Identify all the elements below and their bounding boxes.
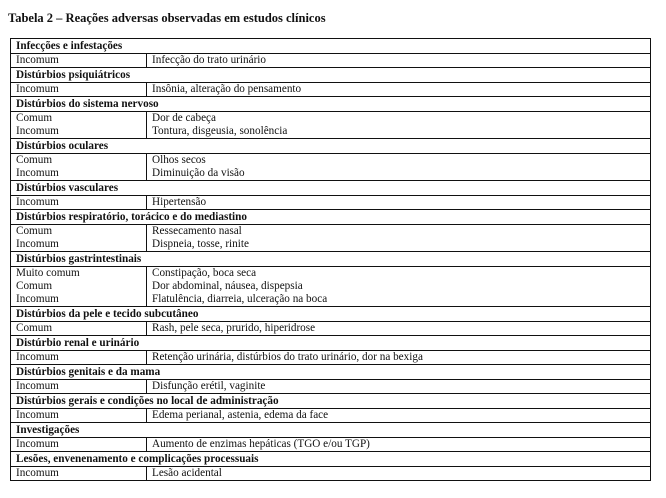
frequency-cell: Comum	[11, 225, 147, 239]
reaction-cell: Dispneia, tosse, rinite	[147, 238, 651, 252]
group-header-row	[11, 336, 651, 351]
frequency-cell: Muito comum	[11, 267, 147, 281]
reaction-cell: Lesão acidental	[147, 467, 651, 481]
group-header-row	[11, 394, 651, 409]
reaction-cell: Ressecamento nasal	[147, 225, 651, 239]
frequency-cell: Incomum	[11, 125, 147, 139]
reaction-cell: Dor de cabeça	[147, 112, 651, 126]
group-header-row	[11, 210, 651, 225]
table-row	[11, 154, 651, 168]
reaction-cell: Constipação, boca seca	[147, 267, 651, 281]
table-row	[11, 167, 651, 181]
table-row	[11, 54, 651, 68]
table-row	[11, 238, 651, 252]
frequency-cell: Incomum	[11, 238, 147, 252]
group-title: Distúrbios do sistema nervoso	[11, 97, 651, 112]
frequency-cell: Incomum	[11, 83, 147, 97]
group-header-row	[11, 307, 651, 322]
table-row	[11, 280, 651, 293]
reaction-cell: Insônia, alteração do pensamento	[147, 83, 651, 97]
adverse-reactions-table	[10, 38, 651, 481]
table-row	[11, 467, 651, 481]
table-row	[11, 125, 651, 139]
frequency-cell: Comum	[11, 322, 147, 336]
reaction-cell: Rash, pele seca, prurido, hiperidrose	[147, 322, 651, 336]
frequency-cell: Incomum	[11, 409, 147, 423]
table-row	[11, 267, 651, 281]
frequency-cell: Incomum	[11, 196, 147, 210]
reaction-cell: Hipertensão	[147, 196, 651, 210]
reaction-cell: Infecção do trato urinário	[147, 54, 651, 68]
reaction-cell: Disfunção erétil, vaginite	[147, 380, 651, 394]
group-header-row	[11, 252, 651, 267]
group-title: Distúrbios psiquiátricos	[11, 68, 651, 83]
table-caption: Tabela 2 – Reações adversas observadas em estudos clínicos	[8, 11, 326, 25]
group-title: Distúrbios da pele e tecido subcutâneo	[11, 307, 651, 322]
reaction-cell: Dor abdominal, náusea, dispepsia	[147, 280, 651, 293]
table-body	[11, 39, 651, 481]
frequency-cell: Incomum	[11, 167, 147, 181]
reaction-cell: Retenção urinária, distúrbios do trato urinário, dor na bexiga	[147, 351, 651, 365]
group-title: Distúrbios gastrintestinais	[11, 252, 651, 267]
frequency-cell: Incomum	[11, 438, 147, 452]
group-header-row	[11, 68, 651, 83]
frequency-cell: Incomum	[11, 293, 147, 307]
group-header-row	[11, 181, 651, 196]
frequency-cell: Comum	[11, 280, 147, 293]
group-header-row	[11, 423, 651, 438]
reaction-cell: Diminuição da visão	[147, 167, 651, 181]
reaction-cell: Flatulência, diarreia, ulceração na boca	[147, 293, 651, 307]
group-title: Distúrbios oculares	[11, 139, 651, 154]
group-header-row	[11, 365, 651, 380]
group-title: Investigações	[11, 423, 651, 438]
reaction-cell: Edema perianal, astenia, edema da face	[147, 409, 651, 423]
group-title: Infecções e infestações	[11, 39, 651, 54]
reaction-cell: Aumento de enzimas hepáticas (TGO e/ou TGP)	[147, 438, 651, 452]
table-row	[11, 225, 651, 239]
table-row	[11, 351, 651, 365]
group-title: Distúrbio renal e urinário	[11, 336, 651, 351]
table-row	[11, 380, 651, 394]
table-row	[11, 438, 651, 452]
group-title: Distúrbios respiratório, torácico e do mediastino	[11, 210, 651, 225]
table-row	[11, 293, 651, 307]
reaction-cell: Olhos secos	[147, 154, 651, 168]
group-header-row	[11, 39, 651, 54]
table-row	[11, 322, 651, 336]
group-header-row	[11, 97, 651, 112]
frequency-cell: Comum	[11, 112, 147, 126]
group-title: Distúrbios gerais e condições no local de administração	[11, 394, 651, 409]
frequency-cell: Incomum	[11, 467, 147, 481]
table-row	[11, 83, 651, 97]
table-row	[11, 409, 651, 423]
table-row	[11, 112, 651, 126]
frequency-cell: Incomum	[11, 351, 147, 365]
frequency-cell: Incomum	[11, 54, 147, 68]
group-title: Lesões, envenenamento e complicações processuais	[11, 452, 651, 467]
group-header-row	[11, 139, 651, 154]
frequency-cell: Incomum	[11, 380, 147, 394]
group-header-row	[11, 452, 651, 467]
frequency-cell: Comum	[11, 154, 147, 168]
table-row	[11, 196, 651, 210]
group-title: Distúrbios genitais e da mama	[11, 365, 651, 380]
group-title: Distúrbios vasculares	[11, 181, 651, 196]
reaction-cell: Tontura, disgeusia, sonolência	[147, 125, 651, 139]
